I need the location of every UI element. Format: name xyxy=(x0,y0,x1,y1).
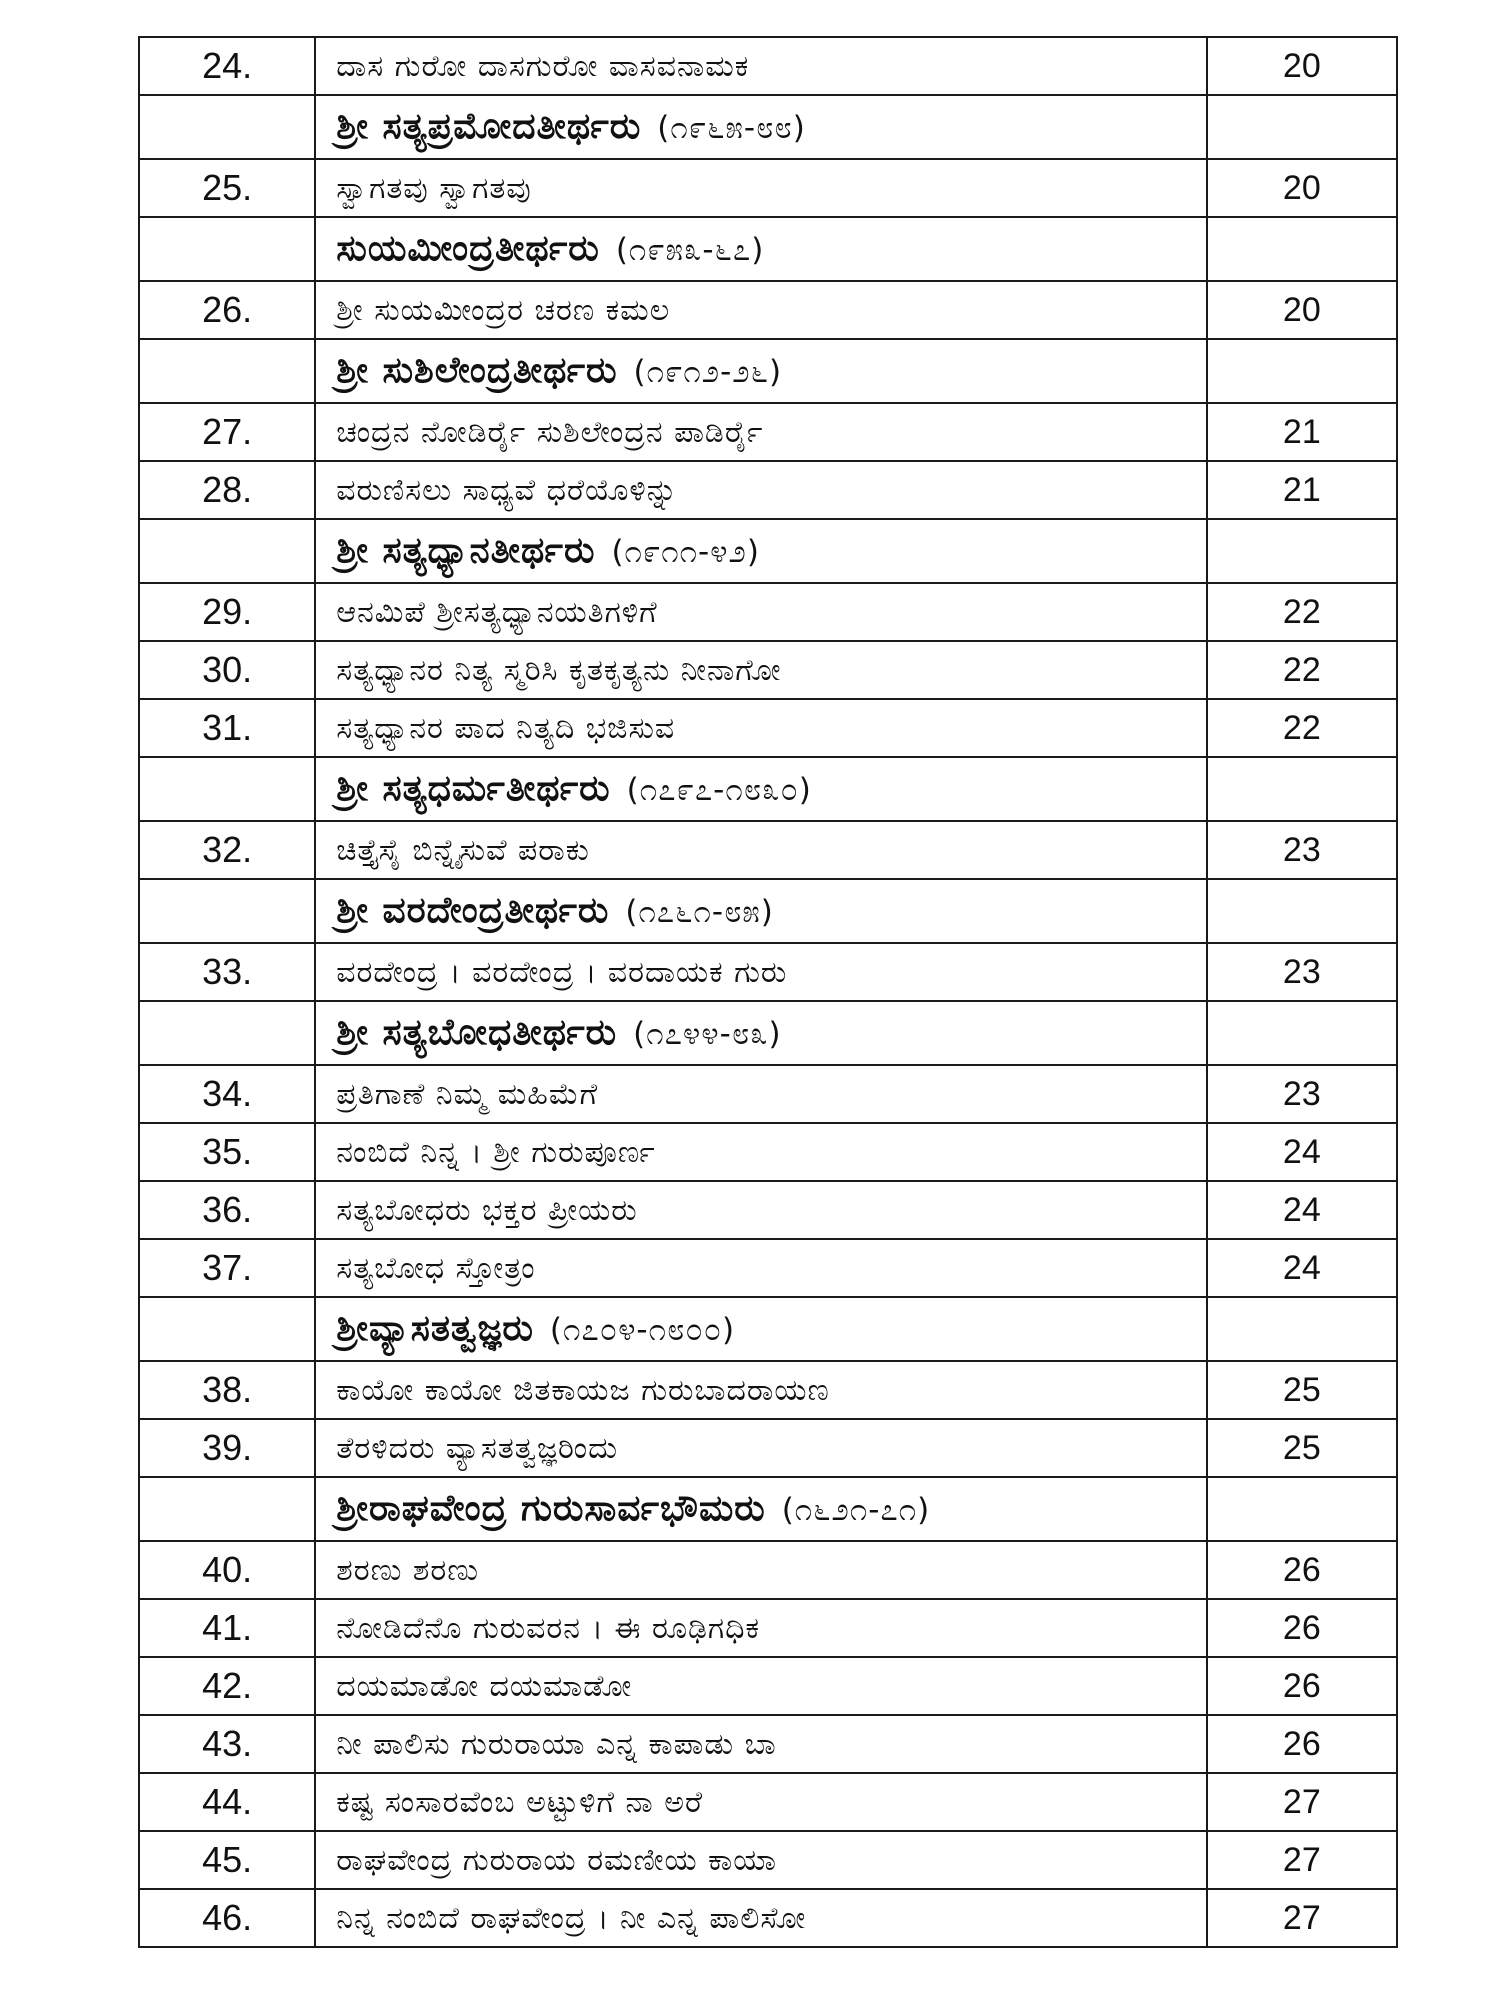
table-row xyxy=(139,1715,1397,1773)
section-number-cell xyxy=(139,217,315,281)
table-row xyxy=(139,583,1397,641)
entry-page-number: 27 xyxy=(1207,1773,1397,1831)
entry-page-number: 27 xyxy=(1207,1831,1397,1889)
section-header-row xyxy=(139,1477,1397,1541)
entry-number: 32. xyxy=(139,821,315,879)
section-name: ಶ್ರೀ ಸತ್ಯಬೋಧತೀರ್ಥರು xyxy=(336,1012,618,1053)
section-page-cell xyxy=(1207,879,1397,943)
entry-title: ತೆರಳಿದರು ವ್ಯಾಸತತ್ವಜ್ಞರಿಂದು xyxy=(315,1419,1206,1477)
section-name: ಶ್ರೀ ಸತ್ಯಧರ್ಮತೀರ್ಥರು xyxy=(336,768,611,809)
entry-page-number: 25 xyxy=(1207,1419,1397,1477)
section-page-cell xyxy=(1207,95,1397,159)
entry-number: 34. xyxy=(139,1065,315,1123)
entry-title: ನೋಡಿದೆನೊ ಗುರುವರನ । ಈ ರೂಢಿಗಧಿಕ xyxy=(315,1599,1206,1657)
entry-page-number: 25 xyxy=(1207,1361,1397,1419)
table-row xyxy=(139,943,1397,1001)
entry-title: ನಂಬಿದೆ ನಿನ್ನ । ಶ್ರೀ ಗುರುಪೂರ್ಣ xyxy=(315,1123,1206,1181)
entry-page-number: 26 xyxy=(1207,1599,1397,1657)
section-header-row xyxy=(139,1001,1397,1065)
entry-number: 27. xyxy=(139,403,315,461)
table-row xyxy=(139,641,1397,699)
section-number-cell xyxy=(139,1297,315,1361)
entry-page-number: 23 xyxy=(1207,943,1397,1001)
section-header-row xyxy=(139,339,1397,403)
table-row xyxy=(139,159,1397,217)
section-number-cell xyxy=(139,519,315,583)
entry-page-number: 21 xyxy=(1207,461,1397,519)
entry-title: ವರುಣಿಸಲು ಸಾಧ್ಯವೆ ಧರೆಯೊಳಿನ್ನು xyxy=(315,461,1206,519)
section-years: (೧೭೪೪-೮೩) xyxy=(633,1016,782,1052)
entry-page-number: 26 xyxy=(1207,1715,1397,1773)
table-row xyxy=(139,699,1397,757)
entry-page-number: 20 xyxy=(1207,159,1397,217)
entry-title: ಪ್ರತಿಗಾಣೆ ನಿಮ್ಮ ಮಹಿಮೆಗೆ xyxy=(315,1065,1206,1123)
entry-page-number: 20 xyxy=(1207,37,1397,95)
entry-number: 42. xyxy=(139,1657,315,1715)
section-page-cell xyxy=(1207,1297,1397,1361)
entry-number: 37. xyxy=(139,1239,315,1297)
entry-number: 24. xyxy=(139,37,315,95)
entry-title: ಚಿತ್ತೈಸೈ ಬಿನ್ನೈಸುವೆ ಪರಾಕು xyxy=(315,821,1206,879)
entry-title: ಶರಣು ಶರಣು xyxy=(315,1541,1206,1599)
section-title-cell xyxy=(315,217,1206,281)
entry-title: ನೀ ಪಾಲಿಸು ಗುರುರಾಯಾ ಎನ್ನ ಕಾಪಾಡು ಬಾ xyxy=(315,1715,1206,1773)
section-page-cell xyxy=(1207,519,1397,583)
entry-title: ದಾಸ ಗುರೋ ದಾಸಗುರೋ ವಾಸವನಾಮಕ xyxy=(315,37,1206,95)
entry-title: ಸತ್ಯಬೋಧ ಸ್ತೋತ್ರಂ xyxy=(315,1239,1206,1297)
table-row xyxy=(139,1657,1397,1715)
section-number-cell xyxy=(139,879,315,943)
section-name: ಸುಯಮೀಂದ್ರತೀರ್ಥರು xyxy=(336,228,600,269)
entry-page-number: 23 xyxy=(1207,1065,1397,1123)
section-title-cell xyxy=(315,1297,1206,1361)
entry-page-number: 21 xyxy=(1207,403,1397,461)
entry-title: ರಾಘವೇಂದ್ರ ಗುರುರಾಯ ರಮಣೀಯ ಕಾಯಾ xyxy=(315,1831,1206,1889)
entry-number: 31. xyxy=(139,699,315,757)
section-title-cell xyxy=(315,757,1206,821)
section-name: ಶ್ರೀವ್ಯಾಸತತ್ವಜ್ಞರು xyxy=(336,1308,534,1349)
entry-page-number: 22 xyxy=(1207,583,1397,641)
section-years: (೧೯೧೨-೨೬) xyxy=(633,354,783,390)
entry-title: ಶ್ರೀ ಸುಯಮೀಂದ್ರರ ಚರಣ ಕಮಲ xyxy=(315,281,1206,339)
section-years: (೧೯೬೫-೮೮) xyxy=(657,110,806,146)
section-title-cell xyxy=(315,1001,1206,1065)
section-years: (೧೯೧೧-೪೨) xyxy=(611,534,760,570)
section-name: ಶ್ರೀ ಸತ್ಯಧ್ಯಾನತೀರ್ಥರು xyxy=(336,530,596,571)
section-page-cell xyxy=(1207,757,1397,821)
entry-title: ಸತ್ಯಧ್ಯಾನರ ಪಾದ ನಿತ್ಯದಿ ಭಜಿಸುವ xyxy=(315,699,1206,757)
entry-title: ವರದೇಂದ್ರ । ವರದೇಂದ್ರ । ವರದಾಯಕ ಗುರು xyxy=(315,943,1206,1001)
section-page-cell xyxy=(1207,339,1397,403)
table-row xyxy=(139,1181,1397,1239)
section-title-cell xyxy=(315,95,1206,159)
entry-page-number: 24 xyxy=(1207,1239,1397,1297)
entry-number: 35. xyxy=(139,1123,315,1181)
entry-number: 28. xyxy=(139,461,315,519)
section-header-row xyxy=(139,95,1397,159)
entry-page-number: 24 xyxy=(1207,1181,1397,1239)
section-number-cell xyxy=(139,95,315,159)
entry-number: 25. xyxy=(139,159,315,217)
entry-page-number: 26 xyxy=(1207,1541,1397,1599)
entry-title: ಸತ್ಯಧ್ಯಾನರ ನಿತ್ಯ ಸ್ಮರಿಸಿ ಕೃತಕೃತ್ಯನು ನೀನಾಗೋ xyxy=(315,641,1206,699)
table-row xyxy=(139,37,1397,95)
table-row xyxy=(139,1123,1397,1181)
table-row xyxy=(139,1773,1397,1831)
section-number-cell xyxy=(139,757,315,821)
entry-page-number: 22 xyxy=(1207,641,1397,699)
section-number-cell xyxy=(139,1001,315,1065)
entry-page-number: 23 xyxy=(1207,821,1397,879)
section-header-row xyxy=(139,1297,1397,1361)
entry-number: 36. xyxy=(139,1181,315,1239)
entry-number: 44. xyxy=(139,1773,315,1831)
section-years: (೧೭೦೪-೧೮೦೦) xyxy=(549,1312,736,1348)
section-header-row xyxy=(139,217,1397,281)
section-name: ಶ್ರೀರಾಘವೇಂದ್ರ ಗುರುಸಾರ್ವಭೌಮರು xyxy=(336,1488,766,1529)
table-row xyxy=(139,281,1397,339)
section-number-cell xyxy=(139,339,315,403)
toc-body xyxy=(139,37,1397,1947)
entry-page-number: 27 xyxy=(1207,1889,1397,1947)
entry-page-number: 26 xyxy=(1207,1657,1397,1715)
table-row xyxy=(139,1065,1397,1123)
entry-title: ಸ್ವಾಗತವು ಸ್ವಾಗತವು xyxy=(315,159,1206,217)
section-header-row xyxy=(139,519,1397,583)
table-row xyxy=(139,1889,1397,1947)
entry-number: 45. xyxy=(139,1831,315,1889)
entry-title: ಸತ್ಯಬೋಧರು ಭಕ್ತರ ಪ್ರೀಯರು xyxy=(315,1181,1206,1239)
table-row xyxy=(139,461,1397,519)
section-years: (೧೭೯೭-೧೮೩೦) xyxy=(626,772,812,808)
table-row xyxy=(139,1239,1397,1297)
section-header-row xyxy=(139,757,1397,821)
entry-number: 46. xyxy=(139,1889,315,1947)
table-row xyxy=(139,1361,1397,1419)
entry-number: 33. xyxy=(139,943,315,1001)
table-row xyxy=(139,1599,1397,1657)
entry-title: ದಯಮಾಡೋ ದಯಮಾಡೋ xyxy=(315,1657,1206,1715)
entry-page-number: 20 xyxy=(1207,281,1397,339)
section-years: (೧೭೬೧-೮೫) xyxy=(625,894,774,930)
table-row xyxy=(139,1419,1397,1477)
section-title-cell xyxy=(315,879,1206,943)
entry-number: 30. xyxy=(139,641,315,699)
section-name: ಶ್ರೀ ವರದೇಂದ್ರತೀರ್ಥರು xyxy=(336,890,610,931)
section-title-cell xyxy=(315,1477,1206,1541)
entry-number: 39. xyxy=(139,1419,315,1477)
section-name: ಶ್ರೀ ಸುಶಿಲೇಂದ್ರತೀರ್ಥರು xyxy=(336,350,618,391)
entry-number: 26. xyxy=(139,281,315,339)
table-row xyxy=(139,1541,1397,1599)
section-title-cell xyxy=(315,519,1206,583)
entry-title: ಆನಮಿಪೆ ಶ್ರೀಸತ್ಯಧ್ಯಾನಯತಿಗಳಿಗೆ xyxy=(315,583,1206,641)
section-name: ಶ್ರೀ ಸತ್ಯಪ್ರಮೋದತೀರ್ಥರು xyxy=(336,106,642,147)
section-header-row xyxy=(139,879,1397,943)
section-page-cell xyxy=(1207,1001,1397,1065)
section-number-cell xyxy=(139,1477,315,1541)
table-of-contents xyxy=(138,36,1398,1948)
section-page-cell xyxy=(1207,217,1397,281)
entry-title: ನಿನ್ನ ನಂಬಿದೆ ರಾಘವೇಂದ್ರ । ನೀ ಎನ್ನ ಪಾಲಿಸೋ xyxy=(315,1889,1206,1947)
section-page-cell xyxy=(1207,1477,1397,1541)
entry-number: 29. xyxy=(139,583,315,641)
entry-number: 40. xyxy=(139,1541,315,1599)
entry-page-number: 24 xyxy=(1207,1123,1397,1181)
entry-number: 43. xyxy=(139,1715,315,1773)
entry-number: 38. xyxy=(139,1361,315,1419)
table-row xyxy=(139,1831,1397,1889)
entry-number: 41. xyxy=(139,1599,315,1657)
table-row xyxy=(139,403,1397,461)
section-title-cell xyxy=(315,339,1206,403)
table-row xyxy=(139,821,1397,879)
section-years: (೧೬೨೧-೭೧) xyxy=(781,1492,931,1528)
section-years: (೧೯೫೩-೬೭) xyxy=(615,232,765,268)
entry-title: ಕಷ್ಟ ಸಂಸಾರವೆಂಬ ಅಟ್ಟುಳಿಗೆ ನಾ ಅರೆ xyxy=(315,1773,1206,1831)
entry-title: ಚಂದ್ರನ ನೋಡಿರ್ರೈ ಸುಶಿಲೇಂದ್ರನ ಪಾಡಿರ್ರೈ xyxy=(315,403,1206,461)
entry-title: ಕಾಯೋ ಕಾಯೋ ಜಿತಕಾಯಜ ಗುರುಬಾದರಾಯಣ xyxy=(315,1361,1206,1419)
entry-page-number: 22 xyxy=(1207,699,1397,757)
